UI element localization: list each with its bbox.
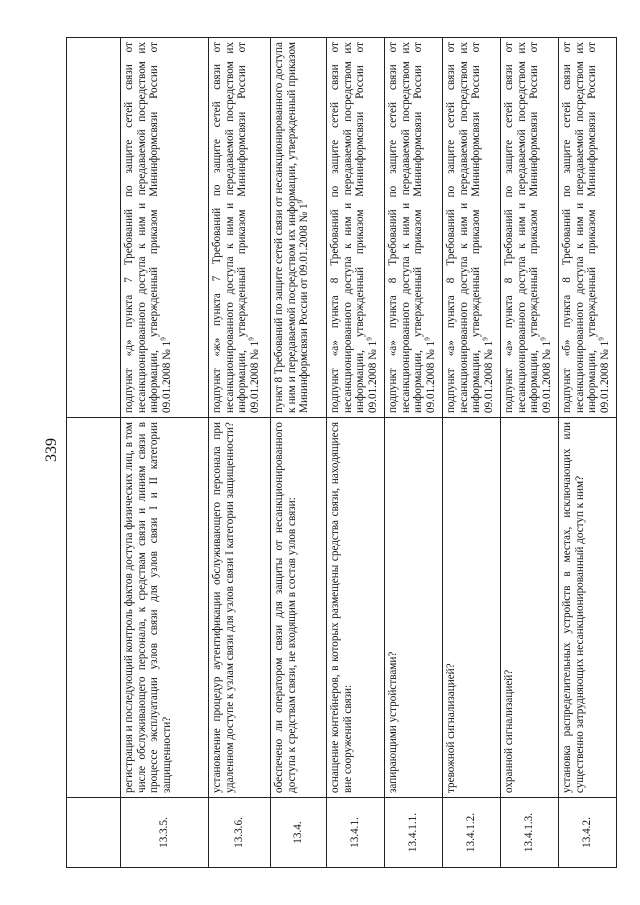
- item-number: 13.4.2.: [559, 798, 617, 868]
- reference-text: пункт 8 Требований по защите сетей связи от несанкционированного доступа к ним и передаваемой посредством их информации, утвержденный приказом Мининформсвязи России от 09.01.2008 № 1: [273, 42, 311, 413]
- item-description: установка распределительных устройств в местах, исключающих или существенно затрудняющих несанкционированный доступ к ним?: [559, 418, 617, 798]
- item-description: охранной сигнализацией?: [501, 418, 559, 798]
- item-reference: [385, 38, 443, 418]
- item-description: установление процедур аутентификации обслуживающего персонала при удаленном доступе к узлам связи для узлов связи I категории защищенности?: [209, 418, 271, 798]
- item-description: регистрация и последующий контроль фактов доступа физических лиц, в том числе обслуживающего персонала, к средствам связи и линиям связи в процессе эксплуатации узлов связи для узлов связи I и II категории защищенности?: [121, 418, 209, 798]
- reference-text: подпункт «а» пункта 8 Требований по защите сетей связи от несанкционированного доступа к ним и передаваемой посредством их информации, утвержденный приказом Мининформсвязи России от 09.01.2008 № 1: [387, 42, 437, 413]
- rotated-page-content: [66, 38, 611, 868]
- item-reference: [271, 38, 327, 418]
- reference-text: подпункт «д» пункта 7 Требований по защите сетей связи от несанкционированного доступа к ним и передаваемой посредством их информации, утвержденный приказом Мининформсвязи России от 09.01.2008 № 1: [123, 42, 173, 413]
- table-row: [559, 38, 617, 868]
- footnote-marker: 9: [423, 337, 432, 341]
- item-reference: [327, 38, 385, 418]
- item-description: оснащение контейнеров, в которых размещены средства связи, находящиеся вне сооружений связи:: [327, 418, 385, 798]
- footnote-marker: 9: [597, 337, 606, 341]
- reference-text: подпункт «а» пункта 8 Требований по защите сетей связи от несанкционированного доступа к ним и передаваемой посредством их информации, утвержденный приказом Мининформсвязи России от 09.01.2008 № 1: [445, 42, 495, 413]
- reference-text: подпункт «б» пункта 8 Требований по защите сетей связи от несанкционированного доступа к ним и передаваемой посредством их информации, утвержденный приказом Мининформсвязи России от 09.01.2008 № 1: [561, 42, 611, 413]
- item-reference: [501, 38, 559, 418]
- footnote-marker: 9: [159, 337, 168, 341]
- table-row: [271, 38, 327, 868]
- item-number: 13.4.1.3.: [501, 798, 559, 868]
- item-description: тревожной сигнализацией?: [443, 418, 501, 798]
- item-reference: [443, 38, 501, 418]
- page-number: 339: [43, 438, 60, 462]
- item-description: обеспечено ли оператором связи для защиты от несанкционированного доступа к средствам связи, не входящим в состав узлов связи:: [271, 418, 327, 798]
- item-reference: [67, 38, 121, 418]
- table-row: [209, 38, 271, 868]
- item-reference: [559, 38, 617, 418]
- footnote-marker: 9: [539, 337, 548, 341]
- table-row: [121, 38, 209, 868]
- requirements-table-body: [67, 38, 617, 868]
- requirements-table: [66, 37, 617, 868]
- table-row: [443, 38, 501, 868]
- table-row: [67, 38, 121, 868]
- reference-text: подпункт «ж» пункта 7 Требований по защите сетей связи от несанкционированного доступа к ним и передаваемой посредством их информации, утвержденный приказом Мининформсвязи России от 09.01.2008 № 1: [211, 42, 261, 413]
- table-row: [327, 38, 385, 868]
- item-reference: [209, 38, 271, 418]
- item-number: 13.3.6.: [209, 798, 271, 868]
- item-number: 13.3.5.: [121, 798, 209, 868]
- item-number: 13.4.1.2.: [443, 798, 501, 868]
- item-number: 13.4.: [271, 798, 327, 868]
- item-description: [67, 418, 121, 798]
- item-number: 13.4.1.1.: [385, 798, 443, 868]
- item-number: [67, 798, 121, 868]
- footnote-marker: 9: [365, 337, 374, 341]
- footnote-marker: 9: [247, 337, 256, 341]
- table-row: [385, 38, 443, 868]
- item-reference: [121, 38, 209, 418]
- reference-text: подпункт «а» пункта 8 Требований по защите сетей связи от несанкционированного доступа к ним и передаваемой посредством их информации, утвержденный приказом Мининформсвязи России от 09.01.2008 № 1: [503, 42, 553, 413]
- footnote-marker: 9: [296, 199, 305, 204]
- table-row: [501, 38, 559, 868]
- footnote-marker: 9: [481, 337, 490, 341]
- item-description: запирающими устройствами?: [385, 418, 443, 798]
- reference-text: подпункт «а» пункта 8 Требований по защите сетей связи от несанкционированного доступа к ним и передаваемой посредством их информации, утвержденный приказом Мининформсвязи России от 09.01.2008 № 1: [329, 42, 379, 413]
- item-number: 13.4.1.: [327, 798, 385, 868]
